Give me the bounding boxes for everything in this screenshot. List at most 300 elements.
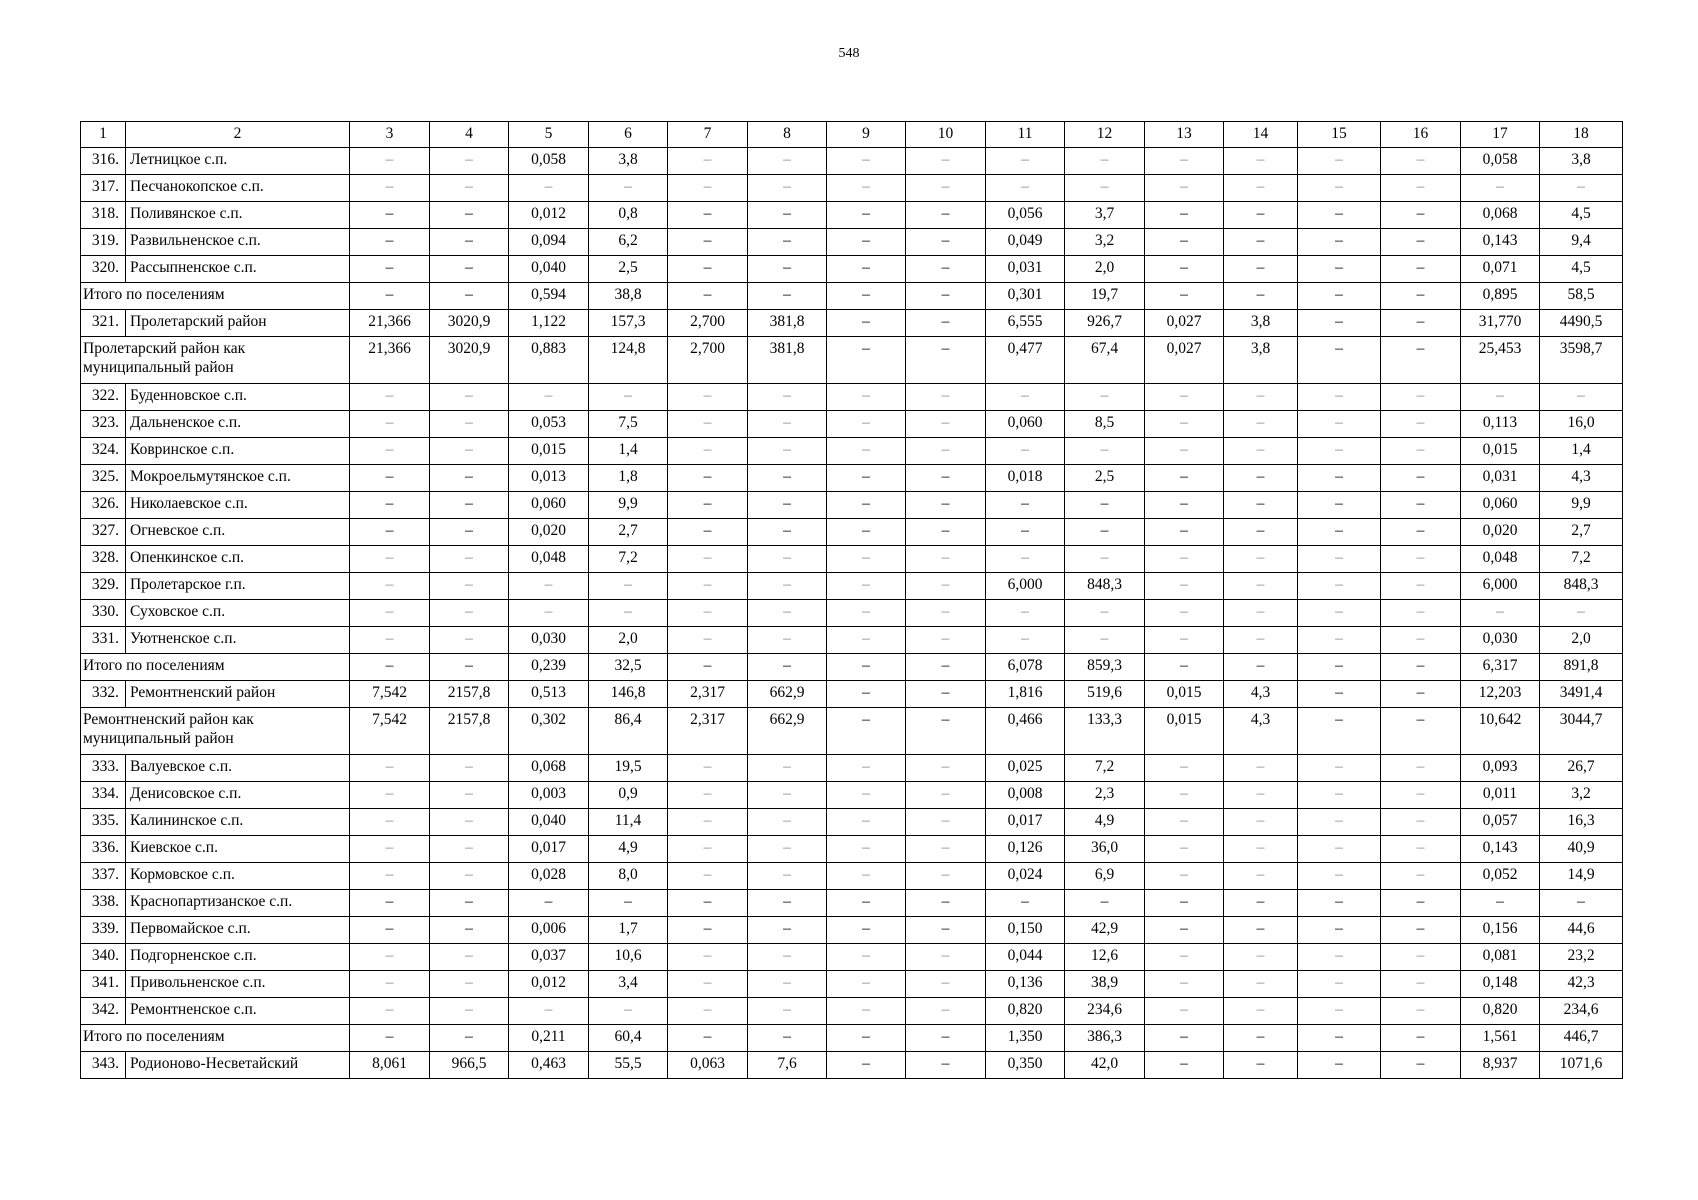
value-cell: – xyxy=(350,863,430,890)
value-cell: 0,513 xyxy=(509,681,589,708)
value-cell: – xyxy=(1145,836,1224,863)
value-cell: 42,0 xyxy=(1065,1052,1145,1079)
value-cell: – xyxy=(668,438,748,465)
value-cell: 0,466 xyxy=(986,708,1065,755)
value-cell: 21,366 xyxy=(350,337,430,384)
settlement-name: Поливянское с.п. xyxy=(126,202,350,229)
value-cell: 0,301 xyxy=(986,283,1065,310)
value-cell: – xyxy=(986,148,1065,175)
table-row xyxy=(81,917,1623,944)
value-cell: – xyxy=(986,492,1065,519)
subtotal-label: Итого по поселениям xyxy=(81,283,350,310)
value-cell: 67,4 xyxy=(1065,337,1145,384)
value-cell: – xyxy=(827,465,906,492)
value-cell: – xyxy=(1381,148,1461,175)
value-cell: – xyxy=(350,519,430,546)
value-cell: – xyxy=(827,310,906,337)
value-cell: – xyxy=(827,175,906,202)
value-cell: 0,057 xyxy=(1461,809,1540,836)
header-cell: 15 xyxy=(1298,122,1381,148)
settlement-name: Первомайское с.п. xyxy=(126,917,350,944)
value-cell: 2,700 xyxy=(668,310,748,337)
value-cell: 0,058 xyxy=(509,148,589,175)
value-cell: – xyxy=(350,256,430,283)
value-cell: – xyxy=(827,256,906,283)
value-cell: – xyxy=(1381,1025,1461,1052)
value-cell: – xyxy=(350,175,430,202)
value-cell: – xyxy=(430,411,509,438)
value-cell: – xyxy=(430,546,509,573)
settlement-name: Рассыпненское с.п. xyxy=(126,256,350,283)
value-cell: – xyxy=(1145,573,1224,600)
row-number: 340. xyxy=(81,944,126,971)
value-cell: – xyxy=(1145,971,1224,998)
value-cell: – xyxy=(430,809,509,836)
value-cell: 4,3 xyxy=(1224,708,1298,755)
value-cell: – xyxy=(430,971,509,998)
value-cell: 0,031 xyxy=(986,256,1065,283)
value-cell: – xyxy=(350,654,430,681)
value-cell: – xyxy=(827,708,906,755)
page-number: 548 xyxy=(838,46,860,61)
table-row xyxy=(81,256,1623,283)
value-cell: – xyxy=(1298,917,1381,944)
value-cell: – xyxy=(1224,229,1298,256)
value-cell: 0,027 xyxy=(1145,310,1224,337)
value-cell: 0,053 xyxy=(509,411,589,438)
value-cell: 0,058 xyxy=(1461,148,1540,175)
value-cell: – xyxy=(827,573,906,600)
row-number: 317. xyxy=(81,175,126,202)
value-cell: – xyxy=(748,202,827,229)
value-cell: 0,150 xyxy=(986,917,1065,944)
district-municipal-row xyxy=(81,337,1623,384)
row-number: 322. xyxy=(81,384,126,411)
row-number: 320. xyxy=(81,256,126,283)
value-cell: – xyxy=(827,519,906,546)
value-cell: – xyxy=(1145,782,1224,809)
value-cell: 7,6 xyxy=(748,1052,827,1079)
value-cell: 1071,6 xyxy=(1540,1052,1623,1079)
value-cell: – xyxy=(1381,465,1461,492)
value-cell: – xyxy=(430,175,509,202)
settlement-name: Огневское с.п. xyxy=(126,519,350,546)
value-cell: – xyxy=(1065,148,1145,175)
value-cell: – xyxy=(827,917,906,944)
value-cell: 4490,5 xyxy=(1540,310,1623,337)
value-cell: – xyxy=(1224,411,1298,438)
value-cell: 6,078 xyxy=(986,654,1065,681)
value-cell: 0,017 xyxy=(509,836,589,863)
subtotal-row xyxy=(81,1025,1623,1052)
value-cell: 0,302 xyxy=(509,708,589,755)
value-cell: – xyxy=(1298,492,1381,519)
value-cell: – xyxy=(589,600,668,627)
value-cell: 0,020 xyxy=(509,519,589,546)
value-cell: – xyxy=(1381,708,1461,755)
value-cell: – xyxy=(509,890,589,917)
value-cell: 40,9 xyxy=(1540,836,1623,863)
value-cell: – xyxy=(1298,971,1381,998)
value-cell: – xyxy=(1298,465,1381,492)
value-cell: – xyxy=(748,573,827,600)
value-cell: – xyxy=(827,654,906,681)
value-cell: 9,9 xyxy=(589,492,668,519)
table-row xyxy=(81,782,1623,809)
value-cell: – xyxy=(748,492,827,519)
value-cell: – xyxy=(906,310,986,337)
settlement-name: Суховское с.п. xyxy=(126,600,350,627)
value-cell: 36,0 xyxy=(1065,836,1145,863)
value-cell: – xyxy=(509,998,589,1025)
value-cell: – xyxy=(430,600,509,627)
value-cell: 0,463 xyxy=(509,1052,589,1079)
value-cell: – xyxy=(350,890,430,917)
value-cell: 1,350 xyxy=(986,1025,1065,1052)
value-cell: – xyxy=(509,600,589,627)
value-cell: – xyxy=(1381,202,1461,229)
value-cell: – xyxy=(1224,148,1298,175)
value-cell: – xyxy=(906,1025,986,1052)
value-cell: 0,018 xyxy=(986,465,1065,492)
value-cell: – xyxy=(509,573,589,600)
value-cell: – xyxy=(827,229,906,256)
value-cell: 0,9 xyxy=(589,782,668,809)
settlement-name: Краснопартизанское с.п. xyxy=(126,890,350,917)
value-cell: – xyxy=(350,755,430,782)
value-cell: 381,8 xyxy=(748,310,827,337)
table-row xyxy=(81,148,1623,175)
value-cell: 1,816 xyxy=(986,681,1065,708)
value-cell: 662,9 xyxy=(748,708,827,755)
value-cell: – xyxy=(668,1025,748,1052)
header-cell: 5 xyxy=(509,122,589,148)
value-cell: – xyxy=(430,202,509,229)
value-cell: – xyxy=(668,809,748,836)
value-cell: – xyxy=(1224,283,1298,310)
value-cell: 2,0 xyxy=(1065,256,1145,283)
value-cell: 0,006 xyxy=(509,917,589,944)
value-cell: – xyxy=(1461,890,1540,917)
table-row xyxy=(81,573,1623,600)
table-row xyxy=(81,519,1623,546)
header-cell: 13 xyxy=(1145,122,1224,148)
settlement-name: Ремонтненский район xyxy=(126,681,350,708)
value-cell: 42,3 xyxy=(1540,971,1623,998)
value-cell: – xyxy=(1381,310,1461,337)
value-cell: 44,6 xyxy=(1540,917,1623,944)
value-cell: 6,000 xyxy=(1461,573,1540,600)
value-cell: 8,0 xyxy=(589,863,668,890)
value-cell: – xyxy=(906,384,986,411)
value-cell: – xyxy=(748,998,827,1025)
value-cell: 0,030 xyxy=(509,627,589,654)
value-cell: – xyxy=(1298,175,1381,202)
value-cell: 7,2 xyxy=(589,546,668,573)
value-cell: 7,542 xyxy=(350,708,430,755)
table-row xyxy=(81,836,1623,863)
value-cell: – xyxy=(1540,890,1623,917)
value-cell: – xyxy=(906,708,986,755)
header-cell: 8 xyxy=(748,122,827,148)
value-cell: 0,820 xyxy=(986,998,1065,1025)
value-cell: 2,7 xyxy=(589,519,668,546)
value-cell: – xyxy=(827,890,906,917)
value-cell: – xyxy=(1298,202,1381,229)
value-cell: – xyxy=(748,256,827,283)
value-cell: – xyxy=(1298,836,1381,863)
row-number: 339. xyxy=(81,917,126,944)
value-cell: – xyxy=(748,283,827,310)
value-cell: – xyxy=(748,890,827,917)
value-cell: – xyxy=(350,438,430,465)
value-cell: – xyxy=(589,384,668,411)
value-cell: – xyxy=(827,782,906,809)
value-cell: – xyxy=(827,998,906,1025)
value-cell: 23,2 xyxy=(1540,944,1623,971)
value-cell: 10,6 xyxy=(589,944,668,971)
value-cell: – xyxy=(1381,175,1461,202)
value-cell: 0,883 xyxy=(509,337,589,384)
value-cell: – xyxy=(827,411,906,438)
value-cell: – xyxy=(430,492,509,519)
value-cell: 6,2 xyxy=(589,229,668,256)
value-cell: – xyxy=(1381,438,1461,465)
value-cell: – xyxy=(906,782,986,809)
value-cell: – xyxy=(589,890,668,917)
table-row xyxy=(81,809,1623,836)
value-cell: 0,013 xyxy=(509,465,589,492)
value-cell: – xyxy=(1224,944,1298,971)
value-cell: 0,477 xyxy=(986,337,1065,384)
row-number: 337. xyxy=(81,863,126,890)
row-number: 336. xyxy=(81,836,126,863)
value-cell: – xyxy=(430,627,509,654)
value-cell: – xyxy=(668,283,748,310)
value-cell: – xyxy=(1381,546,1461,573)
row-number: 335. xyxy=(81,809,126,836)
row-number: 321. xyxy=(81,310,126,337)
value-cell: – xyxy=(1298,654,1381,681)
value-cell: – xyxy=(1145,627,1224,654)
header-cell: 2 xyxy=(126,122,350,148)
value-cell: – xyxy=(589,998,668,1025)
value-cell: – xyxy=(430,863,509,890)
value-cell: 11,4 xyxy=(589,809,668,836)
value-cell: – xyxy=(906,755,986,782)
value-cell: 7,542 xyxy=(350,681,430,708)
row-number: 327. xyxy=(81,519,126,546)
value-cell: 0,594 xyxy=(509,283,589,310)
settlement-name: Киевское с.п. xyxy=(126,836,350,863)
value-cell: – xyxy=(430,283,509,310)
value-cell: – xyxy=(906,573,986,600)
value-cell: 8,5 xyxy=(1065,411,1145,438)
value-cell: – xyxy=(1298,681,1381,708)
value-cell: 0,020 xyxy=(1461,519,1540,546)
value-cell: 0,031 xyxy=(1461,465,1540,492)
value-cell: – xyxy=(1065,890,1145,917)
value-cell: 519,6 xyxy=(1065,681,1145,708)
row-number: 334. xyxy=(81,782,126,809)
settlement-name: Привольненское с.п. xyxy=(126,971,350,998)
value-cell: – xyxy=(668,546,748,573)
value-cell: – xyxy=(1224,256,1298,283)
header-cell: 18 xyxy=(1540,122,1623,148)
value-cell: – xyxy=(430,465,509,492)
value-cell: – xyxy=(1298,546,1381,573)
value-cell: – xyxy=(1381,809,1461,836)
value-cell: 2,0 xyxy=(589,627,668,654)
value-cell: – xyxy=(1298,573,1381,600)
value-cell: 0,025 xyxy=(986,755,1065,782)
value-cell: – xyxy=(748,755,827,782)
value-cell: 10,642 xyxy=(1461,708,1540,755)
value-cell: 4,5 xyxy=(1540,202,1623,229)
subtotal-label: Итого по поселениям xyxy=(81,654,350,681)
value-cell: – xyxy=(430,917,509,944)
value-cell: – xyxy=(1224,175,1298,202)
value-cell: 3,8 xyxy=(1224,310,1298,337)
value-cell: – xyxy=(748,944,827,971)
value-cell: 8,937 xyxy=(1461,1052,1540,1079)
value-cell: – xyxy=(350,917,430,944)
settlement-name: Опенкинское с.п. xyxy=(126,546,350,573)
value-cell: – xyxy=(1145,890,1224,917)
value-cell: 25,453 xyxy=(1461,337,1540,384)
value-cell: 6,000 xyxy=(986,573,1065,600)
value-cell: – xyxy=(1145,1052,1224,1079)
value-cell: – xyxy=(827,863,906,890)
value-cell: 19,7 xyxy=(1065,283,1145,310)
value-cell: – xyxy=(748,917,827,944)
value-cell: 3,7 xyxy=(1065,202,1145,229)
value-cell: – xyxy=(668,175,748,202)
value-cell: – xyxy=(1224,573,1298,600)
district-municipal-row xyxy=(81,708,1623,755)
value-cell: 0,068 xyxy=(509,755,589,782)
value-cell: – xyxy=(1145,492,1224,519)
value-cell: 31,770 xyxy=(1461,310,1540,337)
table-row xyxy=(81,971,1623,998)
value-cell: – xyxy=(748,863,827,890)
value-cell: – xyxy=(1381,627,1461,654)
value-cell: – xyxy=(1224,492,1298,519)
value-cell: – xyxy=(1224,519,1298,546)
value-cell: – xyxy=(430,998,509,1025)
value-cell: – xyxy=(1298,809,1381,836)
settlement-name: Пролетарский район xyxy=(126,310,350,337)
settlement-name: Денисовское с.п. xyxy=(126,782,350,809)
row-number: 318. xyxy=(81,202,126,229)
value-cell: – xyxy=(748,809,827,836)
value-cell: 0,015 xyxy=(1145,681,1224,708)
value-cell: – xyxy=(350,202,430,229)
value-cell: – xyxy=(430,755,509,782)
value-cell: – xyxy=(350,229,430,256)
value-cell: – xyxy=(906,681,986,708)
value-cell: – xyxy=(906,836,986,863)
value-cell: – xyxy=(827,809,906,836)
value-cell: – xyxy=(1298,998,1381,1025)
value-cell: – xyxy=(1298,337,1381,384)
value-cell: 926,7 xyxy=(1065,310,1145,337)
header-cell: 14 xyxy=(1224,122,1298,148)
value-cell: 0,113 xyxy=(1461,411,1540,438)
value-cell: – xyxy=(827,283,906,310)
value-cell: 0,148 xyxy=(1461,971,1540,998)
value-cell: – xyxy=(906,917,986,944)
value-cell: – xyxy=(1381,971,1461,998)
value-cell: 0,015 xyxy=(509,438,589,465)
value-cell: – xyxy=(906,492,986,519)
value-cell: 3,8 xyxy=(1224,337,1298,384)
value-cell: 6,9 xyxy=(1065,863,1145,890)
value-cell: 3491,4 xyxy=(1540,681,1623,708)
settlement-name: Пролетарское г.п. xyxy=(126,573,350,600)
value-cell: – xyxy=(827,438,906,465)
value-cell: – xyxy=(1381,573,1461,600)
value-cell: 16,0 xyxy=(1540,411,1623,438)
value-cell: – xyxy=(827,627,906,654)
value-cell: 7,2 xyxy=(1540,546,1623,573)
value-cell: 157,3 xyxy=(589,310,668,337)
table-row xyxy=(81,863,1623,890)
value-cell: 848,3 xyxy=(1065,573,1145,600)
settlement-name: Ковринское с.п. xyxy=(126,438,350,465)
table-row xyxy=(81,944,1623,971)
value-cell: – xyxy=(350,573,430,600)
value-cell: – xyxy=(1065,546,1145,573)
value-cell: 4,9 xyxy=(1065,809,1145,836)
value-cell: – xyxy=(748,519,827,546)
table-row xyxy=(81,411,1623,438)
value-cell: 3,2 xyxy=(1540,782,1623,809)
header-cell: 3 xyxy=(350,122,430,148)
value-cell: – xyxy=(986,600,1065,627)
value-cell: – xyxy=(1224,809,1298,836)
district-label: Ремонтненский район как муниципальный район xyxy=(81,708,350,755)
value-cell: 16,3 xyxy=(1540,809,1623,836)
settlement-name: Подгорненское с.п. xyxy=(126,944,350,971)
value-cell: – xyxy=(1145,202,1224,229)
value-cell: – xyxy=(350,465,430,492)
value-cell: – xyxy=(430,782,509,809)
value-cell: – xyxy=(1381,283,1461,310)
value-cell: – xyxy=(430,384,509,411)
value-cell: – xyxy=(827,202,906,229)
value-cell: – xyxy=(1381,863,1461,890)
value-cell: – xyxy=(1145,229,1224,256)
value-cell: – xyxy=(668,998,748,1025)
value-cell: 0,060 xyxy=(1461,492,1540,519)
value-cell: – xyxy=(1298,310,1381,337)
value-cell: – xyxy=(906,998,986,1025)
value-cell: – xyxy=(668,627,748,654)
value-cell: 0,040 xyxy=(509,256,589,283)
value-cell: – xyxy=(1224,600,1298,627)
header-cell: 1 xyxy=(81,122,126,148)
value-cell: – xyxy=(1381,1052,1461,1079)
value-cell: 0,015 xyxy=(1461,438,1540,465)
value-cell: – xyxy=(906,229,986,256)
value-cell: – xyxy=(668,944,748,971)
value-cell: – xyxy=(668,917,748,944)
value-cell: – xyxy=(1065,600,1145,627)
value-cell: 0,012 xyxy=(509,971,589,998)
value-cell: 3020,9 xyxy=(430,310,509,337)
value-cell: 58,5 xyxy=(1540,283,1623,310)
